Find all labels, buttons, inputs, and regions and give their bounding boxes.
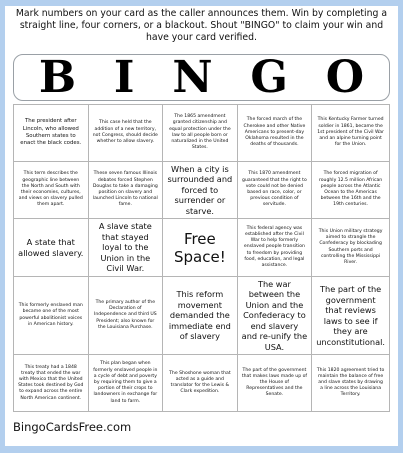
bingo-cell[interactable]: This term describes the geographic line between the North and South with their economies, cultures, and views on slavery pulled them apart. — [14, 162, 89, 220]
bingo-cell[interactable]: This case held that the addition of a new territory, not Congress, should decide whether to allow slavery. — [89, 105, 164, 162]
bingo-cell[interactable]: The president after Lincoln, who allowed Southern states to enact the black codes. — [14, 105, 89, 162]
bingo-card — [5, 6, 398, 446]
bingo-cell[interactable]: The war between the Union and the Confederacy to end slavery and re-unify the USA. — [238, 277, 313, 356]
bingo-cell[interactable]: This reform movement demanded the immediate end of slavery — [163, 277, 238, 356]
bingo-cell[interactable]: The part of the government that makes laws made up of the House of Representatives and the Senate. — [238, 355, 313, 412]
header-letter-o: O — [325, 51, 365, 103]
instructions-text: Mark numbers on your card as the caller announces them. Win by completing a straight line, four corners, or a blackout. Shout "BINGO" to claim your win and have your card verified. — [15, 8, 388, 43]
bingo-cell[interactable]: The forced march of the Cherokee and other Native Americans to present-day Oklahoma resulted in the deaths of thousands. — [238, 105, 313, 162]
header-letter-i: I — [113, 51, 135, 103]
bingo-cell[interactable]: A slave state that stayed loyal to the Union in the Civil War. — [89, 219, 164, 277]
bingo-header — [13, 51, 390, 103]
header-letter-n: N — [172, 51, 213, 103]
bingo-cell[interactable]: This federal agency was established after the Civil War to help formerly enslaved people transition to freedom by providing food, education, and legal assistance. — [238, 219, 313, 277]
bingo-cell[interactable]: This plan began when formerly enslaved people in a cycle of debt and poverty by requiring them to give a portion of their crops to landowners in exchange for land to farm. — [89, 355, 164, 412]
bingo-cell[interactable]: The part of the government that reviews laws to see if they are unconstitutional. — [312, 277, 390, 356]
bingo-cell[interactable]: This 1820 agreement tried to maintain the balance of free and slave states by drawing a line across the Louisiana Territory. — [312, 355, 390, 412]
bingo-cell[interactable]: When a city is surrounded and forced to surrender or starve. — [163, 162, 238, 220]
bingo-cell[interactable]: A state that allowed slavery. — [14, 219, 89, 277]
bingo-cell[interactable]: This treaty had a 1848 treaty that ended the war with Mexico that the United States took destined by God to expand across the entire North American continent. — [14, 355, 89, 412]
bingo-cell[interactable]: The Shoshone woman that acted as a guide and translator for the Lewis & Clark expedition. — [163, 355, 238, 412]
bingo-cell[interactable]: The forced migration of roughly 12.5 million African people across the Atlantic Ocean to the Americas between the 16th and the 19th centuries. — [312, 162, 390, 220]
bingo-cell[interactable]: These seven famous Illinois debates forced Stephen Douglas to take a damaging position on slavery and launched Lincoln to national fame. — [89, 162, 164, 220]
bingo-cell[interactable]: The 1865 amendment granted citizenship and equal protection under the law to all people born or naturalized in the United States. — [163, 105, 238, 162]
bingo-cell[interactable]: This formerly enslaved man became one of the most powerful abolitionist voices in American history. — [14, 277, 89, 356]
free-space-cell[interactable]: Free Space! — [163, 219, 238, 277]
bingo-cell[interactable]: This 1870 amendment guaranteed that the right to vote could not be denied based on race, color, or previous condition of servitude. — [238, 162, 313, 220]
header-letter-b: B — [38, 51, 77, 103]
bingo-cell[interactable]: This Kentucky Farmer turned soldier in 1861, became the 1st president of the Civil War and an alpine turning point for the Union. — [312, 105, 390, 162]
bingo-cell[interactable]: This Union military strategy aimed to strangle the Confederacy by blockading Southern ports and controlling the Mississippi River. — [312, 219, 390, 277]
footer-site-name: BingoCardsFree.com — [13, 420, 132, 434]
bingo-grid — [13, 104, 390, 412]
header-letter-g: G — [250, 51, 288, 103]
bingo-cell[interactable]: The primary author of the Declaration of Independence and third US President; also known for the Louisiana Purchase. — [89, 277, 164, 356]
